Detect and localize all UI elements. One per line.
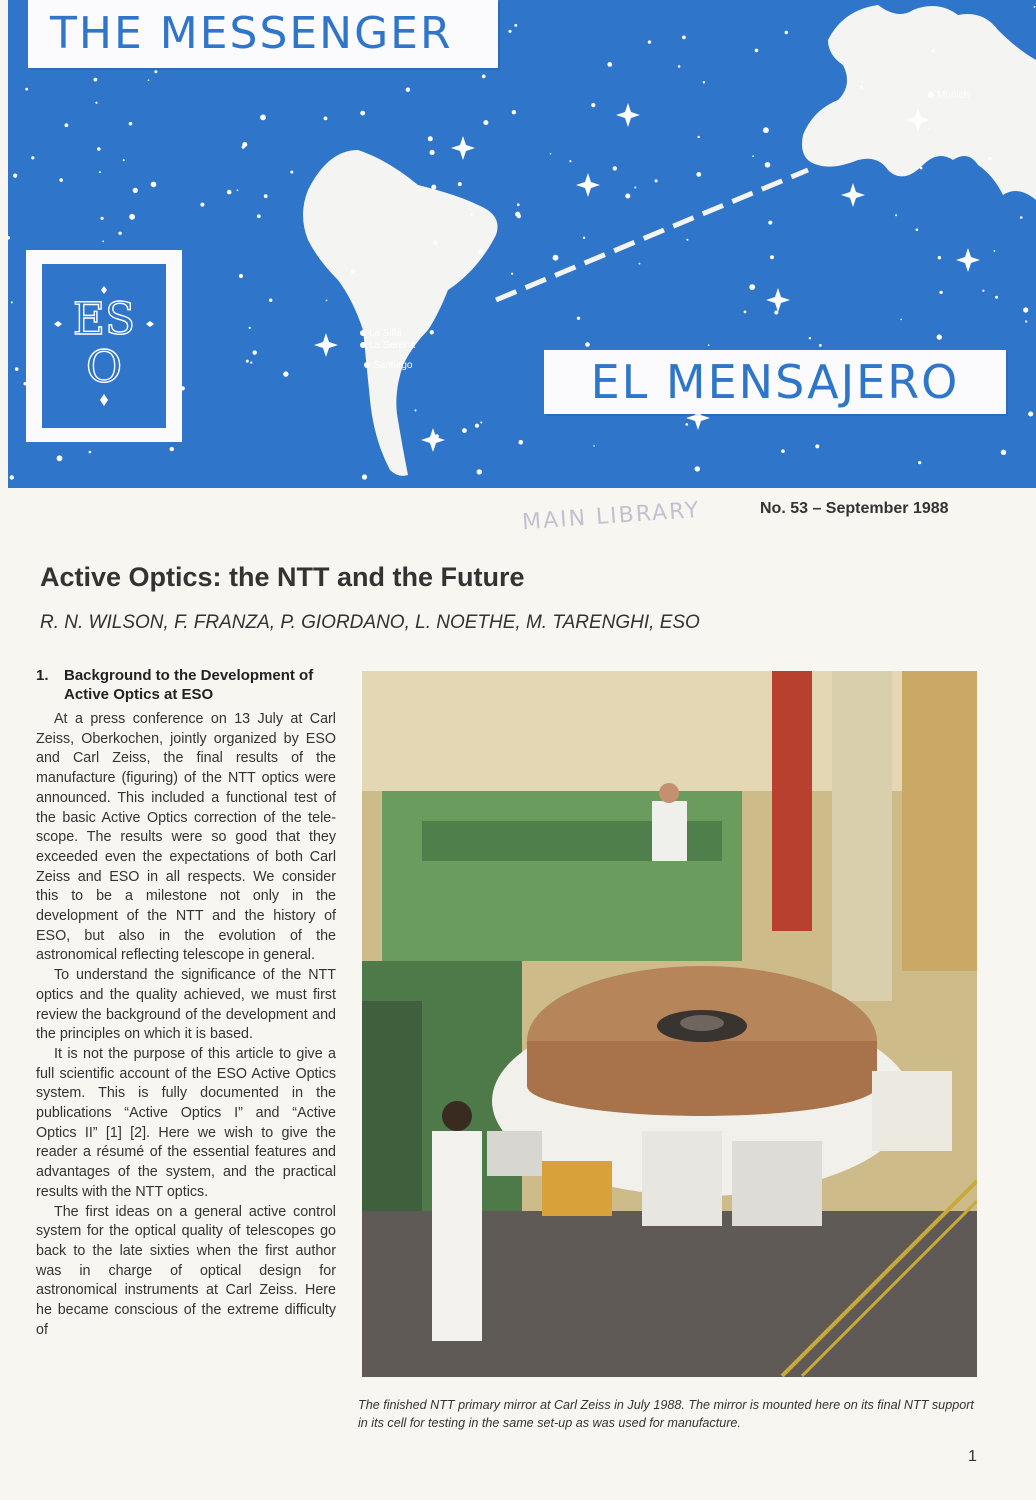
star [585, 342, 590, 347]
star [89, 451, 92, 454]
star [264, 194, 268, 198]
section-title: Background to the Development of Active Optics at ESO [64, 667, 314, 703]
star [708, 344, 710, 346]
star [129, 214, 135, 220]
star [785, 31, 788, 34]
star [988, 157, 992, 161]
star [703, 81, 705, 83]
star [900, 319, 902, 321]
star [239, 274, 243, 278]
star [569, 160, 571, 162]
star [324, 117, 328, 121]
photo-illustration [362, 671, 977, 1377]
star [995, 296, 998, 299]
star [508, 30, 511, 33]
star [938, 256, 941, 259]
star [431, 185, 436, 190]
star [483, 120, 488, 125]
star [553, 255, 559, 261]
star [768, 221, 772, 225]
figure-caption: The finished NTT primary mirror at Carl Zeiss in July 1988. The mirror is mounted here on its final NTT support in its cell for testing in the same set-up as was used for manufacture. [358, 1398, 974, 1430]
star [260, 115, 266, 121]
star [634, 187, 636, 189]
star [362, 474, 367, 479]
star [815, 444, 819, 448]
star [639, 263, 641, 265]
star [895, 214, 897, 216]
star [752, 155, 754, 157]
star [406, 88, 410, 92]
map-label-la-silla: La Silla [360, 328, 402, 339]
star [698, 136, 700, 138]
star [1001, 450, 1006, 455]
svg-text:ES: ES [72, 294, 136, 345]
star [269, 299, 272, 302]
eso-logo [26, 250, 182, 442]
map-label-santiago: Santiago [364, 360, 412, 371]
star [430, 150, 435, 155]
star [123, 159, 125, 161]
star [250, 362, 252, 364]
star [1028, 412, 1033, 417]
star [648, 40, 651, 43]
star [583, 237, 585, 239]
star [519, 440, 524, 445]
star [129, 122, 133, 126]
article-title: Active Optics: the NTT and the Future [40, 562, 525, 592]
section-number: 1. [36, 667, 49, 684]
star [242, 146, 245, 149]
map-label-munich: Munich [928, 90, 969, 101]
star [480, 422, 482, 424]
paragraph: It is not the purpose of this article to give a full scientific account of the ESO Active Optics system. This is fully documented in the publications “Active Optics I” and “Active Optics II” [1] [2]. Here we wish to give the reader a résumé of the essential features and advantages of the system, and the practical results with the NTT optics. [36, 1045, 336, 1200]
star [695, 466, 700, 471]
star [470, 213, 473, 216]
star [151, 182, 157, 188]
star [916, 228, 919, 231]
star [154, 70, 157, 73]
section-heading [36, 666, 336, 704]
star [227, 190, 232, 195]
paragraph: At a press conference on 13 July at Carl Zeiss, Oberkochen, jointly organized by ESO and Carl Zeiss, the final results of the manufacture (figuring) of the NTT optics were announced. This included a functional test of the basic Active Optics correction of the telescope. The results were so good that they exceeded even the expectations of both Carl Zeiss and ESO in all respects. We consider this to be a milestone not only in the development of the NTT and the history of ESO, but also in the evolution of the astronomical reflecting telescope in general. [36, 711, 336, 964]
star [511, 273, 513, 275]
star [433, 241, 438, 246]
star [809, 337, 811, 339]
star [613, 166, 617, 170]
star [514, 24, 517, 27]
star [249, 327, 251, 329]
star [517, 214, 521, 218]
title-the-messenger: THE MESSENGER [28, 0, 498, 68]
star [8, 236, 10, 240]
route-dashed-line [496, 170, 808, 300]
star [475, 424, 479, 428]
star [1034, 6, 1036, 8]
star [477, 469, 482, 474]
star [928, 128, 930, 130]
star [95, 102, 97, 104]
paragraph: The first ideas on a general active control system for the optical quality of telescopes go back to the late sixties when the first author was in charge of optical design for astronomical instruments at Carl Zeiss. Here he became conscious of the extreme difficulty of [36, 1203, 336, 1338]
star [625, 194, 630, 199]
ntt-mirror-photo [362, 671, 977, 1377]
star [326, 300, 328, 302]
star [765, 162, 771, 168]
star [13, 174, 17, 178]
star [801, 170, 804, 173]
star [360, 111, 365, 116]
issue-number-date: No. 53 – September 1988 [760, 500, 949, 517]
star [770, 255, 774, 259]
eso-emblem-icon [42, 264, 166, 428]
star [200, 203, 204, 207]
star [512, 110, 516, 114]
star [591, 103, 595, 107]
map-label-la-serena: La Serena [360, 340, 415, 351]
star [1025, 320, 1027, 322]
svg-text:O: O [85, 342, 123, 393]
article-column-left [36, 666, 336, 1341]
star [607, 62, 612, 67]
star [65, 123, 69, 127]
star [415, 409, 417, 411]
star [430, 330, 434, 334]
star [283, 371, 288, 376]
star [458, 182, 462, 186]
star [15, 367, 19, 371]
cover-banner [8, 0, 1036, 488]
bright-star [314, 333, 338, 357]
star [351, 270, 355, 274]
star [686, 239, 688, 241]
paragraph: To understand the significance of the NTT optics and the quality achieved, we must first review the background of the development and the principles on which it is based. [36, 967, 336, 1043]
star [101, 217, 104, 220]
star [918, 461, 921, 464]
star [170, 447, 174, 451]
star [257, 214, 261, 218]
star [932, 50, 935, 53]
star [686, 423, 689, 426]
bright-star [956, 248, 980, 272]
article-authors: R. N. WILSON, F. FRANZA, P. GIORDANO, L. NOETHE, M. TARENGHI, ESO [40, 612, 700, 633]
star [148, 80, 150, 82]
bright-star [451, 136, 475, 160]
star [749, 284, 755, 290]
bright-star [766, 288, 790, 312]
library-stamp: MAIN LIBRARY [521, 497, 702, 536]
bright-star [616, 103, 640, 127]
star [57, 455, 63, 461]
star [237, 189, 239, 191]
star [744, 311, 747, 314]
europe-map [802, 5, 1036, 200]
star [819, 344, 822, 347]
star [517, 203, 520, 206]
star [478, 249, 484, 255]
star [133, 188, 138, 193]
star [99, 171, 101, 173]
star [655, 179, 658, 182]
star [781, 449, 785, 453]
star [246, 360, 249, 363]
star [462, 428, 467, 433]
star [939, 291, 942, 294]
star [755, 49, 759, 53]
star [860, 86, 863, 89]
star [682, 36, 686, 40]
star [118, 232, 121, 235]
star [678, 65, 681, 68]
bright-star [576, 173, 600, 197]
star [696, 172, 701, 177]
star [428, 136, 433, 141]
star [31, 156, 34, 159]
bright-star [421, 428, 445, 452]
star [920, 167, 923, 170]
star [577, 317, 580, 320]
bright-star [841, 183, 865, 207]
star [1020, 216, 1023, 219]
star [94, 78, 98, 82]
star [937, 334, 942, 339]
page-number: 1 [968, 1448, 977, 1465]
star [10, 475, 14, 479]
star [982, 290, 984, 292]
star [550, 153, 552, 155]
star [25, 88, 28, 91]
star [102, 241, 104, 243]
star [97, 147, 101, 151]
star [290, 171, 293, 174]
star [253, 350, 257, 354]
star [1023, 307, 1028, 312]
title-el-mensajero: EL MENSAJERO [544, 350, 1006, 414]
star [593, 445, 595, 447]
star [763, 127, 769, 133]
star [861, 81, 863, 83]
south-america-map [303, 150, 498, 476]
star [994, 250, 996, 252]
star [11, 301, 13, 303]
star [482, 75, 486, 79]
star [59, 178, 63, 182]
